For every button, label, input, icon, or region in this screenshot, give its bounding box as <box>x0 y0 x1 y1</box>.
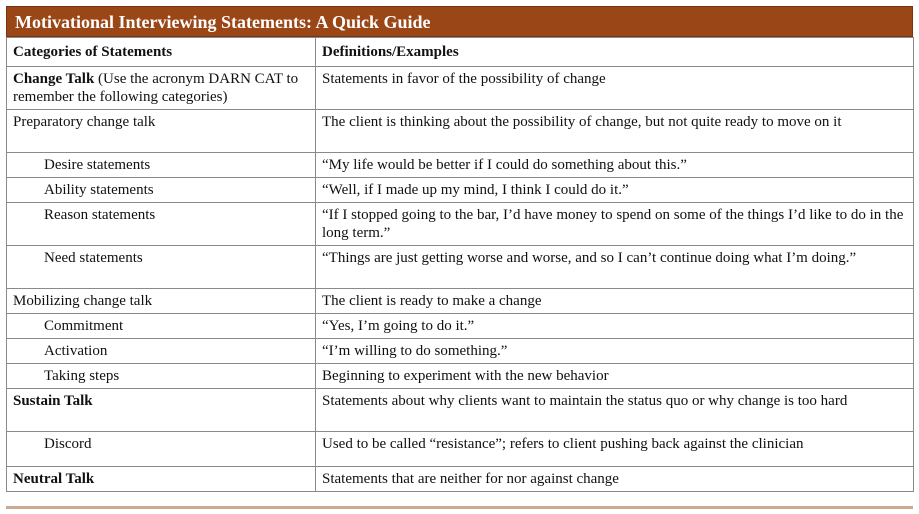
table-row <box>7 246 914 289</box>
column-header-definitions: Definitions/Examples <box>316 38 914 67</box>
category-cell: Need statements <box>7 246 316 289</box>
definition-cell: The client is ready to make a change <box>316 289 914 314</box>
table-row <box>7 203 914 246</box>
definition-cell: The client is thinking about the possibility of change, but not quite ready to move on it <box>316 110 914 153</box>
bottom-divider <box>6 506 913 509</box>
definition-cell: Statements that are neither for nor against change <box>316 467 914 492</box>
table-row <box>7 178 914 203</box>
table-row <box>7 339 914 364</box>
table-row <box>7 289 914 314</box>
category-cell: Commitment <box>7 314 316 339</box>
category-cell: Reason statements <box>7 203 316 246</box>
column-header-categories: Categories of Statements <box>7 38 316 67</box>
table-row <box>7 314 914 339</box>
table-row <box>7 110 914 153</box>
definition-cell: “Things are just getting worse and worse, and so I can’t continue doing what I’m doing.” <box>316 246 914 289</box>
statements-table <box>6 37 914 492</box>
category-cell: Sustain Talk <box>7 389 316 432</box>
category-cell: Ability statements <box>7 178 316 203</box>
table-row <box>7 364 914 389</box>
category-cell: Mobilizing change talk <box>7 289 316 314</box>
definition-cell: Statements in favor of the possibility of change <box>316 67 914 110</box>
category-cell: Desire statements <box>7 153 316 178</box>
definition-cell: Used to be called “resistance”; refers to client pushing back against the clinician <box>316 432 914 467</box>
guide-table-frame <box>6 6 913 492</box>
table-row <box>7 153 914 178</box>
category-cell: Activation <box>7 339 316 364</box>
category-cell: Preparatory change talk <box>7 110 316 153</box>
category-note: (Use the acronym DARN CAT to remember the following categories) <box>13 71 299 105</box>
table-row <box>7 467 914 492</box>
category-cell <box>7 67 316 110</box>
definition-cell: “My life would be better if I could do something about this.” <box>316 153 914 178</box>
category-cell: Taking steps <box>7 364 316 389</box>
definition-cell: Beginning to experiment with the new behavior <box>316 364 914 389</box>
definition-cell: “Yes, I’m going to do it.” <box>316 314 914 339</box>
definition-cell: “If I stopped going to the bar, I’d have money to spend on some of the things I’d like to do in the long term.” <box>316 203 914 246</box>
category-bold-label: Change Talk <box>13 71 95 87</box>
category-cell: Neutral Talk <box>7 467 316 492</box>
table-row <box>7 389 914 432</box>
table-header-row <box>7 38 914 67</box>
definition-cell: “Well, if I made up my mind, I think I could do it.” <box>316 178 914 203</box>
table-title: Motivational Interviewing Statements: A Quick Guide <box>6 6 913 37</box>
definition-cell: Statements about why clients want to maintain the status quo or why change is too hard <box>316 389 914 432</box>
table-row <box>7 432 914 467</box>
definition-cell: “I’m willing to do something.” <box>316 339 914 364</box>
table-row <box>7 67 914 110</box>
category-cell: Discord <box>7 432 316 467</box>
